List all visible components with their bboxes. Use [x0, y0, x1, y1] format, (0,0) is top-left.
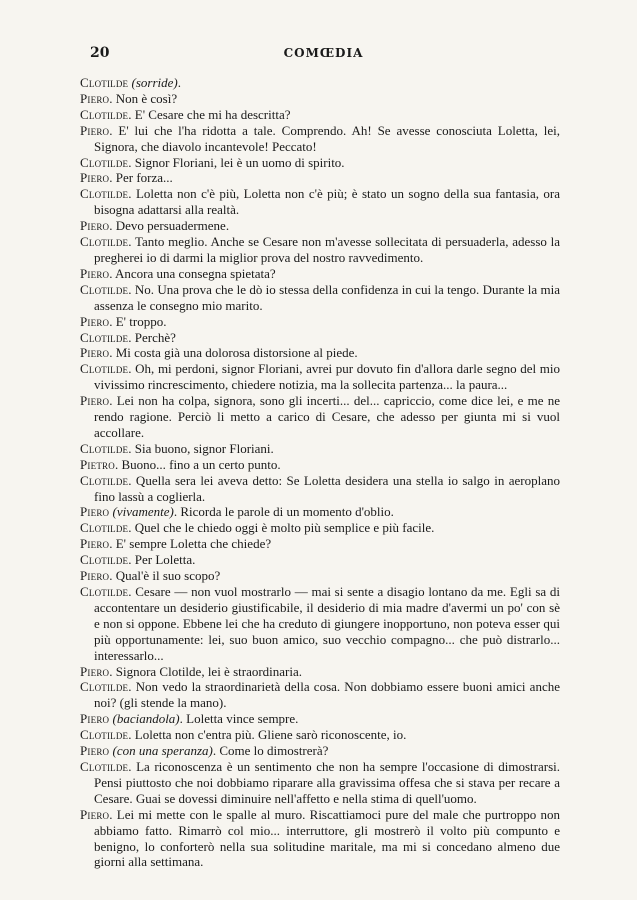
spoken-text: . Oh, mi perdoni, signor Floriani, avrei pur dovuto fin d'allora darle segno del mio vivissimo rincrescimento, chiedere notizia, ma la sollecita partenza... la paura...: [94, 361, 560, 393]
speaker-name: Clotilde: [80, 679, 129, 695]
speaker-name: Piero: [80, 663, 110, 679]
dialogue-line: [80, 441, 560, 457]
dialogue-line: [80, 679, 560, 711]
spoken-text: . Mi costa già una dolorosa distorsione al piede.: [109, 345, 358, 361]
spoken-text: . Quel che le chiedo oggi è molto più semplice e più facile.: [128, 520, 435, 536]
spoken-text: . La riconoscenza è un sentimento che non ha sempre l'occasione di dimostrarsi. Pensi piuttosto che noi dobbiamo riparare alla gravissima offesa che si stava per recare a Cesare. Guai se dovessi diminuire nell'affetto e nella stima di quell'uomo.: [94, 758, 560, 806]
speaker-name: Piero: [80, 313, 110, 329]
spoken-text: . Per forza...: [109, 170, 173, 186]
speaker-name: Piero: [80, 743, 110, 759]
speaker-name: Clotilde: [80, 520, 129, 536]
speaker-name: Clotilde: [80, 727, 129, 743]
page-number: 20: [90, 45, 110, 61]
speaker-name: Piero: [80, 806, 110, 822]
dialogue-line: [80, 314, 560, 330]
speaker-name: Clotilde: [80, 584, 129, 599]
speaker-name: Piero: [80, 504, 110, 520]
spoken-text: . Cesare — non vuol mostrarlo — mai si sente a disagio lontano da me. Egli sa di accontentare un desiderio giustificabile, il desiderio di mia madre d'avermi un po' con sè e non si oppone. Ebbene lei che ha creduto di giungere inopportuno, non poteva esser qui più opportunamente: lei, suo buon amico, suo vecchio compagno... che può distrarlo... interessarlo...: [94, 584, 560, 663]
speaker-name: Clotilde: [80, 758, 129, 774]
spoken-text: .: [177, 75, 181, 90]
spoken-text: . Tanto meglio. Anche se Cesare non m'avesse sollecitata di persuaderla, adesso la pregherei io di darmi la miglior prova del nostro ravvedimento.: [94, 234, 560, 265]
dialogue-line: [80, 536, 560, 552]
stage-direction: (con una speranza): [112, 743, 213, 759]
speaker-name: Clotilde: [80, 106, 129, 122]
spoken-text: . Come lo dimostrerà?: [212, 743, 329, 759]
dialogue-line: [80, 155, 560, 171]
dialogue-line: [80, 393, 560, 441]
dialogue-line: [80, 520, 560, 536]
dialogue-line: [80, 504, 560, 520]
spoken-text: . E' lui che l'ha ridotta a tale. Comprendo. Ah! Se avesse conosciuta Loletta, lei, Signora, che diavolo incantevole! Peccato!: [94, 122, 560, 154]
speaker-name: Clotilde: [80, 234, 129, 250]
speaker-name: Piero: [80, 568, 110, 584]
dialogue-line: [80, 75, 560, 91]
dialogue-text: [80, 75, 560, 870]
spoken-text: . E' troppo.: [109, 313, 167, 329]
spoken-text: . Ancora una consegna spietata?: [109, 265, 276, 281]
spoken-text: . Lei non ha colpa, signora, sono gli incerti... del... capriccio, come dice lei, e me ne rendo ragione. Perciò li metto a carico di Cesare, che adesso per giunta mi si vuol accollare.: [94, 393, 560, 440]
spoken-text: . Sia buono, signor Floriani.: [128, 440, 274, 456]
running-title: COMŒDIA: [283, 46, 364, 60]
spoken-text: . Loletta non c'è più, Loletta non c'è più; è stato un sogno della sua fantasia, ora bisogna adattarsi alla realtà.: [94, 186, 560, 218]
dialogue-line: [80, 345, 560, 361]
speaker-name: Clotilde: [80, 186, 129, 202]
dialogue-line: [80, 282, 560, 314]
speaker-name: Piero: [80, 122, 110, 138]
spoken-text: . Signora Clotilde, lei è straordinaria.: [109, 663, 303, 679]
speaker-name: Piero: [80, 90, 110, 106]
speaker-name: Clotilde: [80, 75, 129, 90]
spoken-text: . Devo persuadermene.: [109, 218, 230, 234]
spoken-text: . Ricorda le parole di un momento d'oblio.: [173, 504, 394, 520]
speaker-name: Piero: [80, 393, 110, 409]
speaker-name: Clotilde: [80, 281, 129, 297]
spoken-text: . Buono... fino a un certo punto.: [114, 456, 281, 472]
dialogue-line: [80, 743, 560, 759]
speaker-name: Piero: [80, 218, 110, 234]
spoken-text: . Perchè?: [128, 329, 176, 345]
speaker-name: Piero: [80, 265, 110, 281]
spoken-text: . Non vedo la straordinarietà della cosa. Non dobbiamo essere buoni amici anche noi? (gli stende la mano).: [94, 679, 560, 711]
speaker-name: Clotilde: [80, 154, 129, 170]
dialogue-line: [80, 361, 560, 393]
page-header: [90, 45, 557, 65]
stage-direction: (vivamente): [112, 504, 174, 520]
dialogue-line: [80, 218, 560, 234]
dialogue-line: [80, 266, 560, 282]
dialogue-line: [80, 123, 560, 155]
spoken-text: . Loletta vince sempre.: [179, 711, 299, 727]
speaker-name: Piero: [80, 536, 110, 552]
dialogue-line: [80, 234, 560, 266]
dialogue-line: [80, 91, 560, 107]
speaker-name: Clotilde: [80, 472, 129, 488]
speaker-name: Clotilde: [80, 440, 129, 456]
dialogue-line: [80, 170, 560, 186]
dialogue-line: [80, 759, 560, 807]
dialogue-line: [80, 727, 560, 743]
speaker-name: Clotilde: [80, 552, 129, 568]
dialogue-line: [80, 807, 560, 871]
speaker-name: Piero: [80, 345, 110, 361]
dialogue-line: [80, 186, 560, 218]
speaker-name: Clotilde: [80, 361, 129, 377]
dialogue-line: [80, 568, 560, 584]
dialogue-line: [80, 584, 560, 664]
stage-direction: (sorride): [131, 75, 178, 90]
spoken-text: . Quella sera lei aveva detto: Se Loletta desidera una stella io salgo in aeroplano fino lassù a coglierla.: [94, 472, 560, 504]
spoken-text: . Qual'è il suo scopo?: [109, 568, 221, 584]
speaker-name: Piero: [80, 170, 110, 186]
spoken-text: . E' Cesare che mi ha descritta?: [128, 106, 291, 122]
dialogue-line: [80, 330, 560, 346]
spoken-text: . Lei mi mette con le spalle al muro. Riscattiamoci pure del male che purtroppo non abbiamo fatto. Rimarrò col mio... interruttore, gli mostrerò il volto più compunto e benigno, lo conforterò nella sua solitudine maritale, ma mi si concedano almeno due giorni alla settimana.: [94, 806, 560, 870]
dialogue-line: [80, 107, 560, 123]
dialogue-line: [80, 473, 560, 505]
spoken-text: . Signor Floriani, lei è un uomo di spirito.: [128, 154, 345, 170]
spoken-text: . No. Una prova che le dò io stessa della confidenza in cui la tengo. Durante la mia assenza le consegno mio marito.: [94, 281, 560, 313]
spoken-text: . E' sempre Loletta che chiede?: [109, 536, 272, 552]
speaker-name: Clotilde: [80, 329, 129, 345]
dialogue-line: [80, 457, 560, 473]
spoken-text: . Loletta non c'entra più. Gliene sarò riconoscente, io.: [128, 727, 407, 743]
dialogue-line: [80, 711, 560, 727]
spoken-text: . Non è così?: [109, 90, 178, 106]
dialogue-line: [80, 552, 560, 568]
speaker-name: Piero: [80, 711, 110, 727]
stage-direction: (baciandola): [112, 711, 180, 727]
spoken-text: . Per Loletta.: [128, 552, 196, 568]
speaker-name: Pietro: [80, 456, 115, 472]
dialogue-line: [80, 664, 560, 680]
